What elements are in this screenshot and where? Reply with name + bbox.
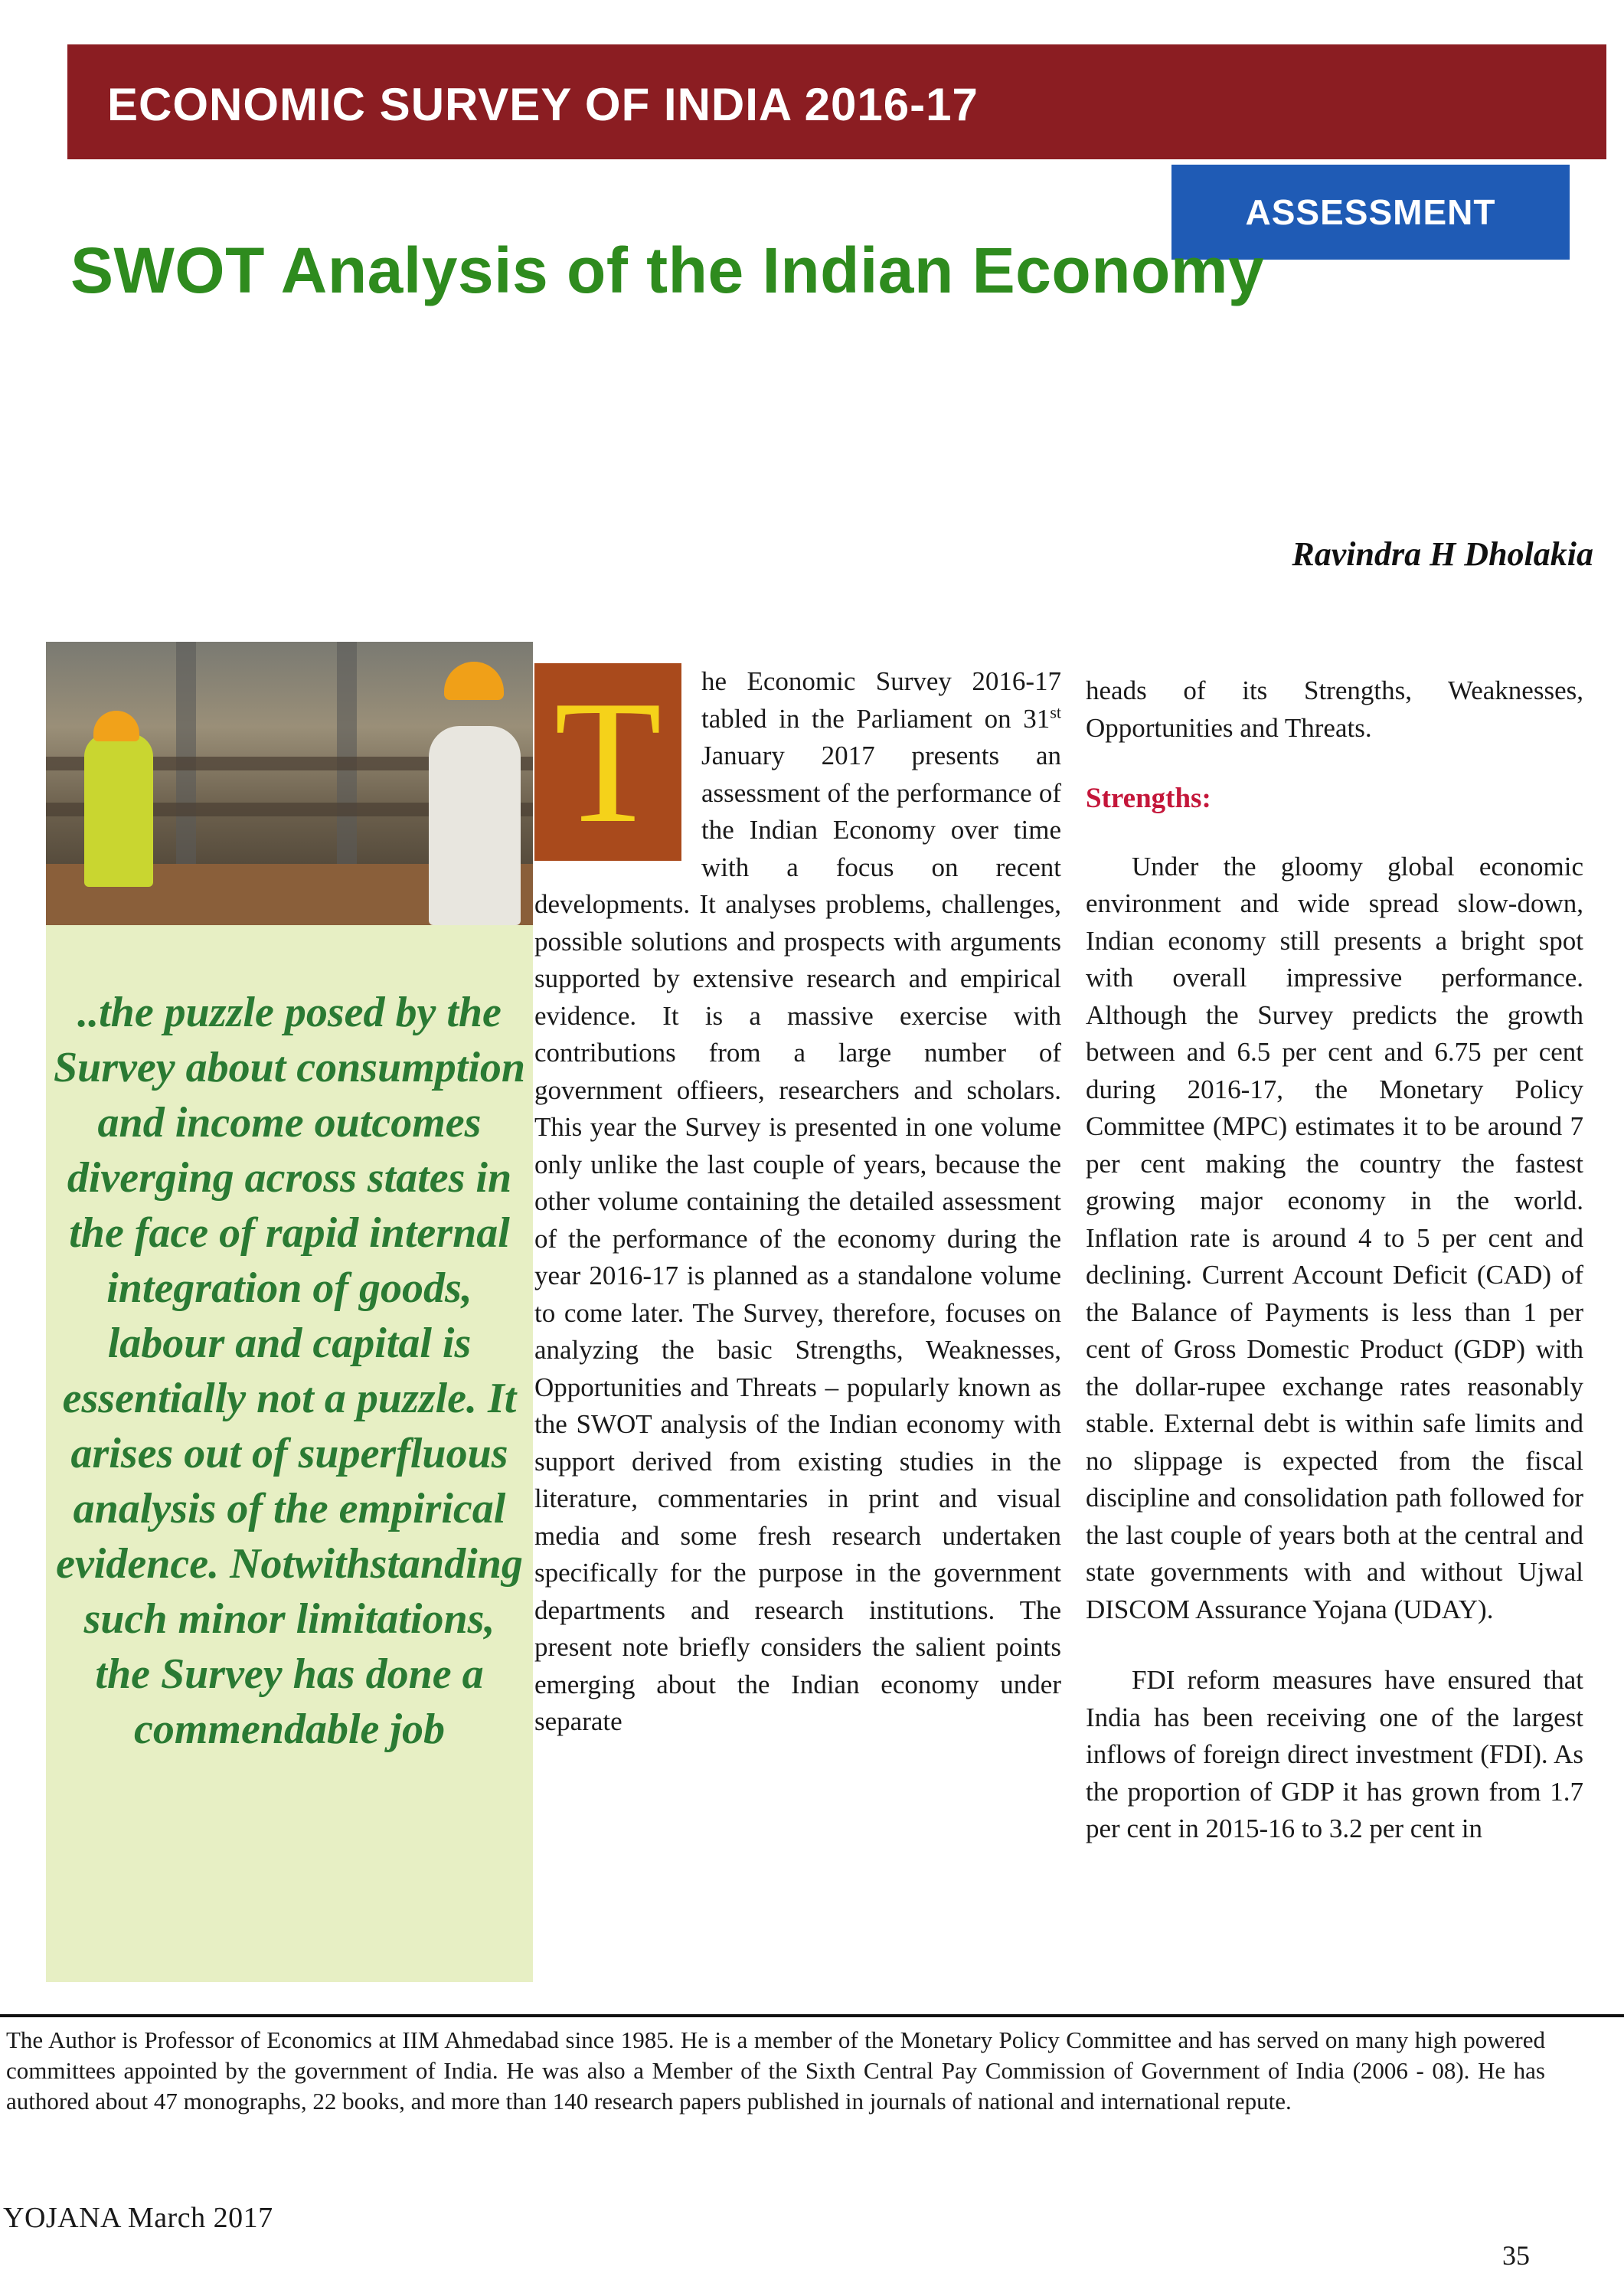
strengths-paragraph-2: FDI reform measures have ensured that India has been receiving one of the largest inflows of foreign direct investment (FDI). As the proportion of GDP it has grown from 1.7 per cent in 2015-16 to 3.2 per cent in bbox=[1086, 1665, 1583, 1843]
article-title: SWOT Analysis of the Indian Economy bbox=[70, 234, 1265, 306]
section-title: ECONOMIC SURVEY OF INDIA 2016-17 bbox=[107, 79, 979, 130]
author-name: Ravindra H Dholakia bbox=[1292, 535, 1593, 573]
factory-workers-photo bbox=[46, 642, 533, 925]
footnote-divider bbox=[0, 2014, 1624, 2017]
category-tab: ASSESSMENT bbox=[1171, 165, 1570, 260]
article-column-middle bbox=[534, 663, 1061, 1774]
intro-superscript: st bbox=[1050, 702, 1061, 721]
intro-continued: heads of its Strengths, Weaknesses, Opportunities and Threats. bbox=[1086, 675, 1583, 743]
strengths-heading: Strengths: bbox=[1086, 783, 1211, 814]
author-footnote: The Author is Professor of Economics at IIM Ahmedabad since 1985. He is a member of the Monetary Policy Committee and has served on many high powered committees appointed by the government of India. He was also a Member of the Sixth Central Pay Commission of Government of India (2006 - 08). He has authored about 47 monographs, 22 books, and more than 140 research papers published in journals of national and international repute. bbox=[6, 2026, 1545, 2115]
publication-info: YOJANA March 2017 bbox=[3, 2202, 273, 2234]
strengths-paragraph-1: Under the gloomy global economic environment and wide spread slow-down, Indian economy still presents a bright spot with overall impressive performance. Although the Survey predicts the growth between and 6.5 per cent and 6.75 per cent during 2016-17, the Monetary Policy Committee (MPC) estimates it to be around 7 per cent making the country the fastest growing major economy in the world. Inflation rate is around 4 to 5 per cent and declining. Current Account Deficit (CAD) of the Balance of Payments is less than 1 per cent of Gross Domestic Product (GDP) with the dollar-rupee exchange rates reasonably stable. External debt is within safe limits and no slippage is expected from the fiscal discipline and consolidation path followed for the last couple of years both at the central and state governments with and without Ujwal DISCOM Assurance Yojana (UDAY). bbox=[1086, 851, 1583, 1624]
intro-text-part1: he Economic Survey 2016-17 tabled in the Parliament on 31 bbox=[701, 666, 1061, 734]
page-number: 35 bbox=[1502, 2240, 1530, 2271]
intro-text-part2: January 2017 presents an assessment of the performance of the Indian Economy over time with a focus on recent developments. It analyses problems, challenges, possible solutions and prospects with arguments supported by extensive research and empirical evidence. It is a massive exercise with contributions from a large number of government offieers, researchers and scholars. This year the Survey is presented in one volume only unlike the last couple of years, because the other volume containing the detailed assessment of the performance of the economy during the year 2016-17 is planned as a standalone volume to come later. The Survey, therefore, focuses on analyzing the basic Strengths, Weaknesses, Opportunities and Threats – popularly known as the SWOT analysis of the Indian economy with support derived from existing studies in the literature, commentaries in print and visual media and some fresh research undertaken specifically for the purpose in the government departments and research institutions. The present note briefly considers the salient points emerging about the Indian economy under separate bbox=[534, 741, 1061, 1736]
intro-paragraph bbox=[534, 663, 1061, 1741]
section-banner bbox=[67, 44, 1606, 159]
pullquote-box bbox=[46, 925, 533, 1982]
article-column-right bbox=[1086, 672, 1583, 1882]
pullquote-text: ..the puzzle posed by the Survey about consumption and income outcomes diverging across states in the face of rapid internal integration of goods, labour and capital is essentially not a puzzle. It arises out of superfluous analysis of the empirical evidence. Notwithstanding such minor limitations, the Survey has done a commendable job bbox=[53, 989, 526, 1753]
drop-cap: T bbox=[534, 663, 681, 861]
